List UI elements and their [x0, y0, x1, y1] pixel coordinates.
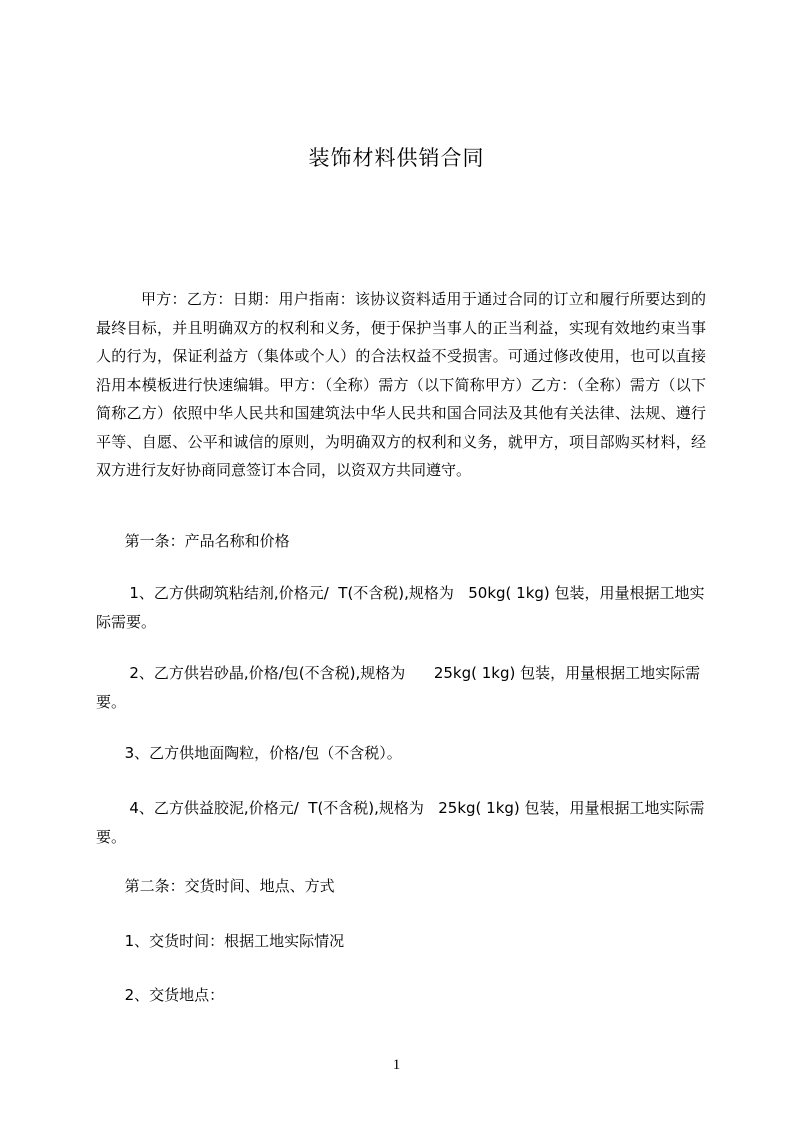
- article-1-item-2: 2、乙方供岩砂晶,价格/包(不含税),规格为 25kg( 1kg) 包装，用量根据工地实际需要。: [96, 664, 701, 711]
- article-1-item-4: 4、乙方供益胶泥,价格元/ T(不含税),规格为 25kg( 1kg) 包装，用量根据工地实际需要。: [96, 799, 705, 846]
- article-1-item-3: 3、乙方供地面陶粒，价格/包（不含税）。: [96, 744, 402, 762]
- article-1-item-1: 1、乙方供砌筑粘结剂,价格元/ T(不含税),规格为 50kg( 1kg) 包装，用量根据工地实际需要。: [96, 584, 705, 631]
- article-2-item-1: 1、交货时间：根据工地实际情况: [96, 932, 345, 950]
- article-2-heading: 第二条：交货时间、地点、方式: [96, 877, 335, 895]
- page-title: 装饰材料供销合同: [308, 146, 485, 170]
- article-1-heading: 第一条：产品名称和价格: [96, 532, 290, 550]
- intro-paragraph: 甲方：乙方：日期：用户指南：该协议资料适用于通过合同的订立和履行所要达到的最终目标，并且明确双方的权利和义务，便于保护当事人的正当利益，实现有效地约束当事人的行为，保证利益方（集体或个人）的合法权益不受损害。可通过修改使用，也可以直接沿用本模板进行快速编辑。甲方：（全称）需方（以下简称甲方）乙方：（全称）需方（以下简称乙方）依照中华人民共和国建筑法中华人民共和国合同法及其他有关法律、法规、遵行平等、自愿、公平和诚信的原则，为明确双方的权利和义务，就甲方，项目部购买材料，经双方进行友好协商同意签订本合同，以资双方共同遵守。: [96, 290, 706, 479]
- page-number: 1: [392, 1057, 401, 1073]
- article-2-item-2: 2、交货地点：: [96, 986, 225, 1004]
